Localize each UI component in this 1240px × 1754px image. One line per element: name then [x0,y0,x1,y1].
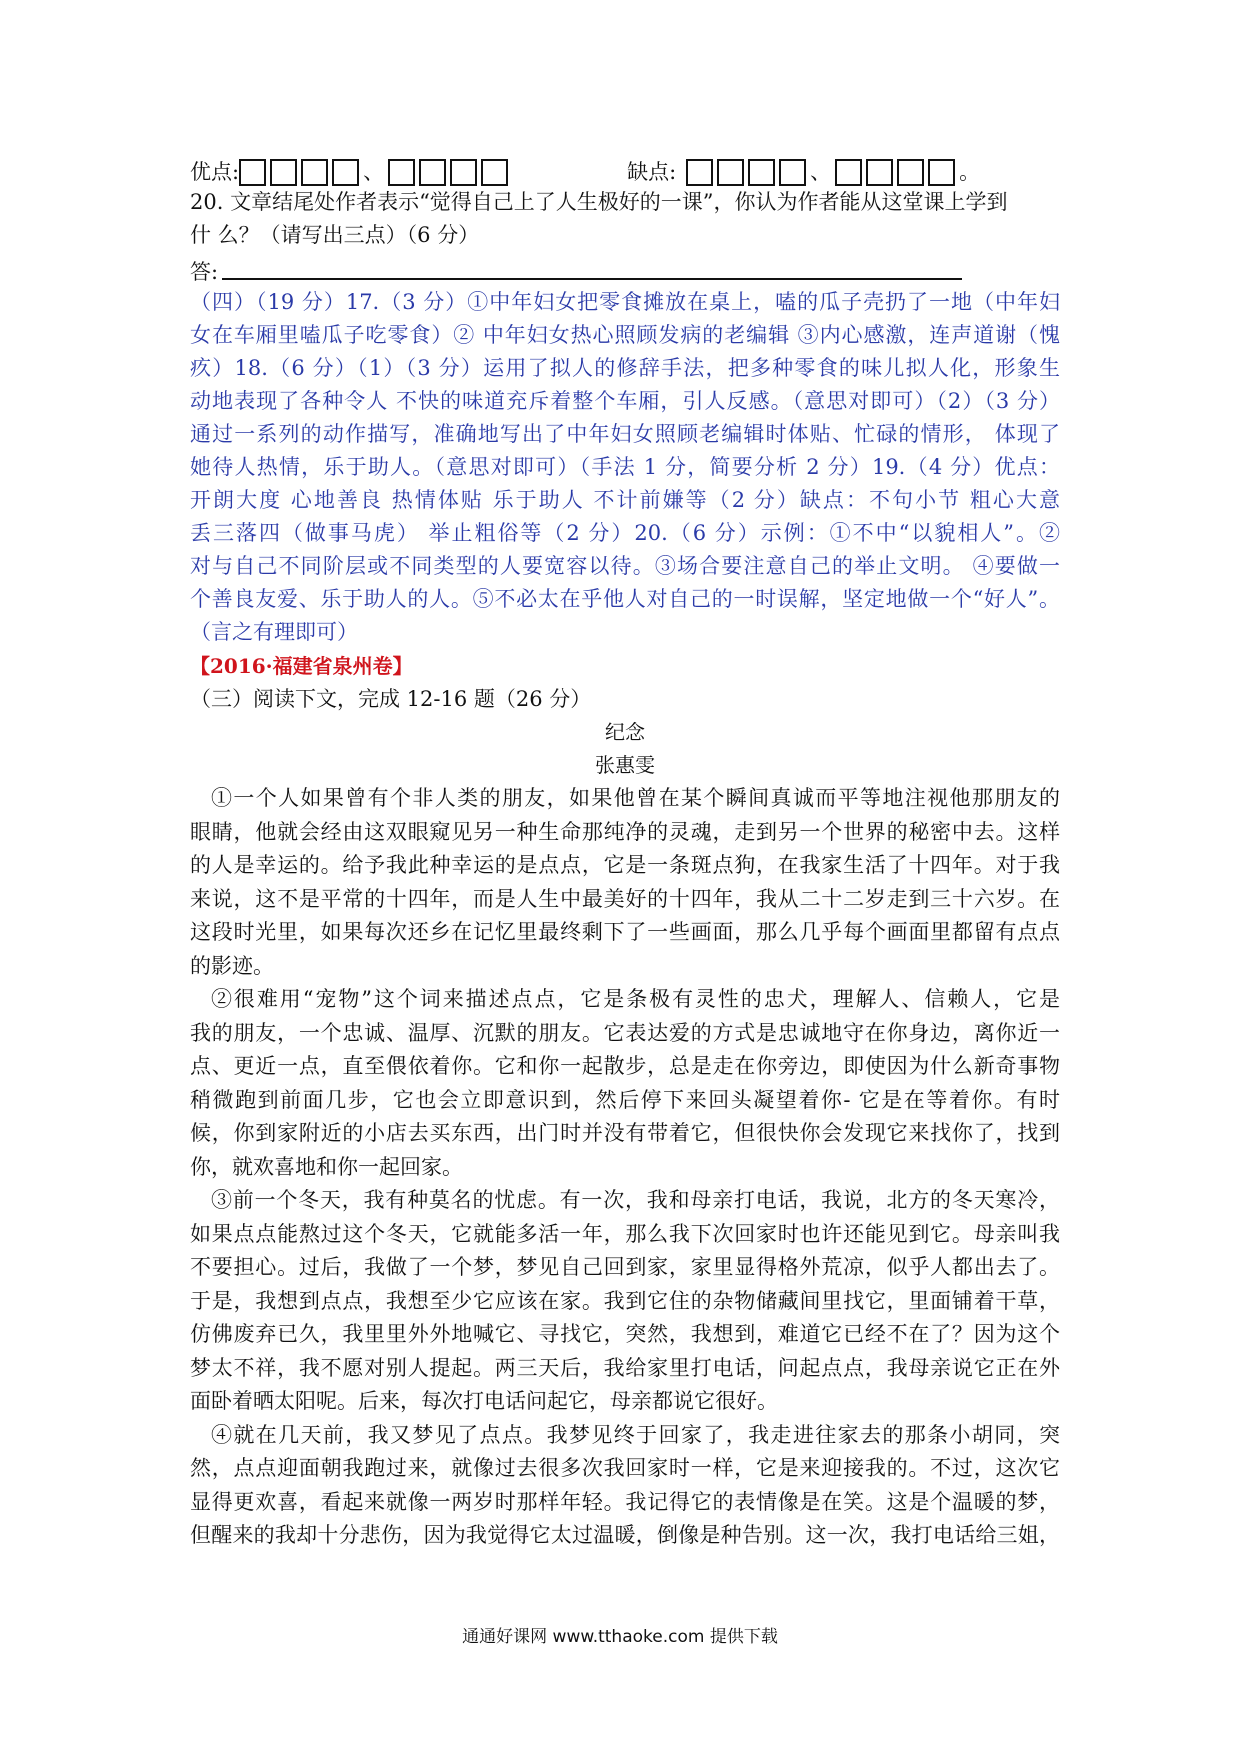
article-author: 张惠雯 [595,753,655,777]
article-paragraph-4: ④就在几天前，我又梦见了点点。我梦见终于回家了，我走进往家去的那条小胡同，突 然，点点迎面朝我跑过来，就像过去很多次我回家时一样，它是来迎接我的。不过，这次它 显得更欢喜，看起来就像一两岁时那样年轻。我记得它的表情像是在笑。这是个温暖的梦， 但醒来的我却十分悲伤，因为我觉得它太过温暖，倒像是种告别。这一次，我打电话给三姐， [190,1422,1060,1547]
answer-key-line: 丢三落四（做事马虎） 举止粗俗等（2 分）20.（6 分）示例：①不中“以貌相人”。② [190,521,1060,545]
answer-key-line: （四）（19 分）17.（3 分）①中年妇女把零食摊放在桌上，嗑的瓜子壳扔了一地（中年妇 [190,290,1060,314]
answer-box[interactable] [239,159,266,186]
answer-box[interactable] [928,159,955,186]
article-title: 纪念 [605,720,645,744]
article-paragraph-2: ②很难用“宠物”这个词来描述点点，它是条极有灵性的忠犬，理解人、信赖人，它是 我的朋友，一个忠诚、温厚、沉默的朋友。它表达爱的方式是忠诚地守在你身边，离你近一 点、更近一点，直至偎依着你。它和你一起散步，总是走在你旁边，即使因为什么新奇事物 稍微跑到前面几步，它也会立即意识到，然后停下来回头凝望着你- 它是在等着你。有时 候，你到家附近的小店去买东西，出门时并没有带着它，但很快你会发现它来找你了，找到 你，就欢喜地和你一起回家。 [190,987,1060,1179]
answer-box[interactable] [897,159,924,186]
separator: 、 [810,160,832,184]
answer-key-line: 女在车厢里嗑瓜子吃零食）② 中年妇女热心照顾发病的老编辑 ③内心感激，连声道谢（愧 [190,323,1060,347]
answer-key-line: （言之有理即可） [190,620,358,644]
q20-line-2: 什 么？（请写出三点）（6 分） [190,223,480,247]
answer-box[interactable] [866,159,893,186]
q20-line-1: 20. 文章结尾处作者表示“觉得自己上了人生极好的一课”，你认为作者能从这堂课上学到 [190,190,1008,214]
merit-label: 优点: [190,160,240,184]
q19-answer-boxes [190,150,1060,186]
answer-box[interactable] [301,159,328,186]
answer-box[interactable] [481,159,508,186]
source-tag: 【2016·福建省泉州卷】 [190,654,413,678]
answer-box[interactable] [419,159,446,186]
answer-key-line: 疚）18.（6 分）（1）（3 分）运用了拟人的修辞手法，把多种零食的味儿拟人化，形象生 [190,356,1060,380]
answer-label: 答: [190,260,219,284]
page-footer: 通通好课网 www.tthaoke.com 提供下载 [462,1627,778,1647]
answer-box[interactable] [717,159,744,186]
end-mark: 。 [959,160,981,184]
answer-box[interactable] [388,159,415,186]
answer-key-line: 通过一系列的动作描写，准确地写出了中年妇女照顾老编辑时体贴、忙碌的情形， 体现了 [190,422,1060,446]
article-paragraph-1: ①一个人如果曾有个非人类的朋友，如果他曾在某个瞬间真诚而平等地注视他那朋友的 眼睛，他就会经由这双眼窥见另一种生命那纯净的灵魂，走到另一个世界的秘密中去。这样 的人是幸运的。给予我此种幸运的是点点，它是一条斑点狗，在我家生活了十四年。对于我 来说，这不是平常的十四年，而是人生中最美好的十四年，我从二十二岁走到三十六岁。在 这段时光里，如果每次还乡在记忆里最终剩下了一些画面，那么几乎每个画面里都留有点点 的影迹。 [190,786,1060,978]
answer-key-line: 动地表现了各种令人 不快的味道充斥着整个车厢，引人反感。（意思对即可）（2）（3 分） [190,389,1060,413]
answer-box[interactable] [332,159,359,186]
answer-box[interactable] [686,159,713,186]
answer-key [190,286,1060,649]
section-heading: （三）阅读下文，完成 12-16 题（26 分） [190,687,592,711]
q20-answer-field[interactable] [190,252,1060,286]
answer-box[interactable] [779,159,806,186]
answer-box[interactable] [748,159,775,186]
answer-box[interactable] [835,159,862,186]
flaw-label: 缺点: [627,160,677,184]
answer-key-line: 开朗大度 心地善良 热情体贴 乐于助人 不计前嫌等（2 分）缺点：不句小节 粗心大意 [190,488,1060,512]
answer-box[interactable] [450,159,477,186]
answer-underline[interactable] [222,278,962,280]
document-body [190,150,1060,1553]
separator: 、 [363,160,385,184]
answer-key-line: 个善良友爱、乐于助人的人。⑤不必太在乎他人对自己的一时误解，坚定地做一个“好人”。 [190,587,1060,611]
answer-key-line: 对与自己不同阶层或不同类型的人要宽容以待。③场合要注意自己的举止文明。 ④要做一 [190,554,1060,578]
answer-box[interactable] [270,159,297,186]
article-paragraph-3: ③前一个冬天，我有种莫名的忧虑。有一次，我和母亲打电话，我说，北方的冬天寒冷， 如果点点能熬过这个冬天，它就能多活一年，那么我下次回家时也许还能见到它。母亲叫我 不要担心。过后，我做了一个梦，梦见自己回到家，家里显得格外荒凉，似乎人都出去了。 于是，我想到点点，我想至少它应该在家。我到它住的杂物储藏间里找它，里面铺着干草， 仿佛废弃已久，我里里外外地喊它、寻找它，突然，我想到，难道它已经不在了？因为这个 梦太不祥，我不愿对别人提起。两三天后，我给家里打电话，问起点点，我母亲说它正在外 面卧着晒太阳呢。后来，每次打电话问起它，母亲都说它很好。 [190,1188,1060,1413]
answer-key-line: 她待人热情，乐于助人。（意思对即可）（手法 1 分，简要分析 2 分）19.（4 分）优点： [190,455,1060,479]
